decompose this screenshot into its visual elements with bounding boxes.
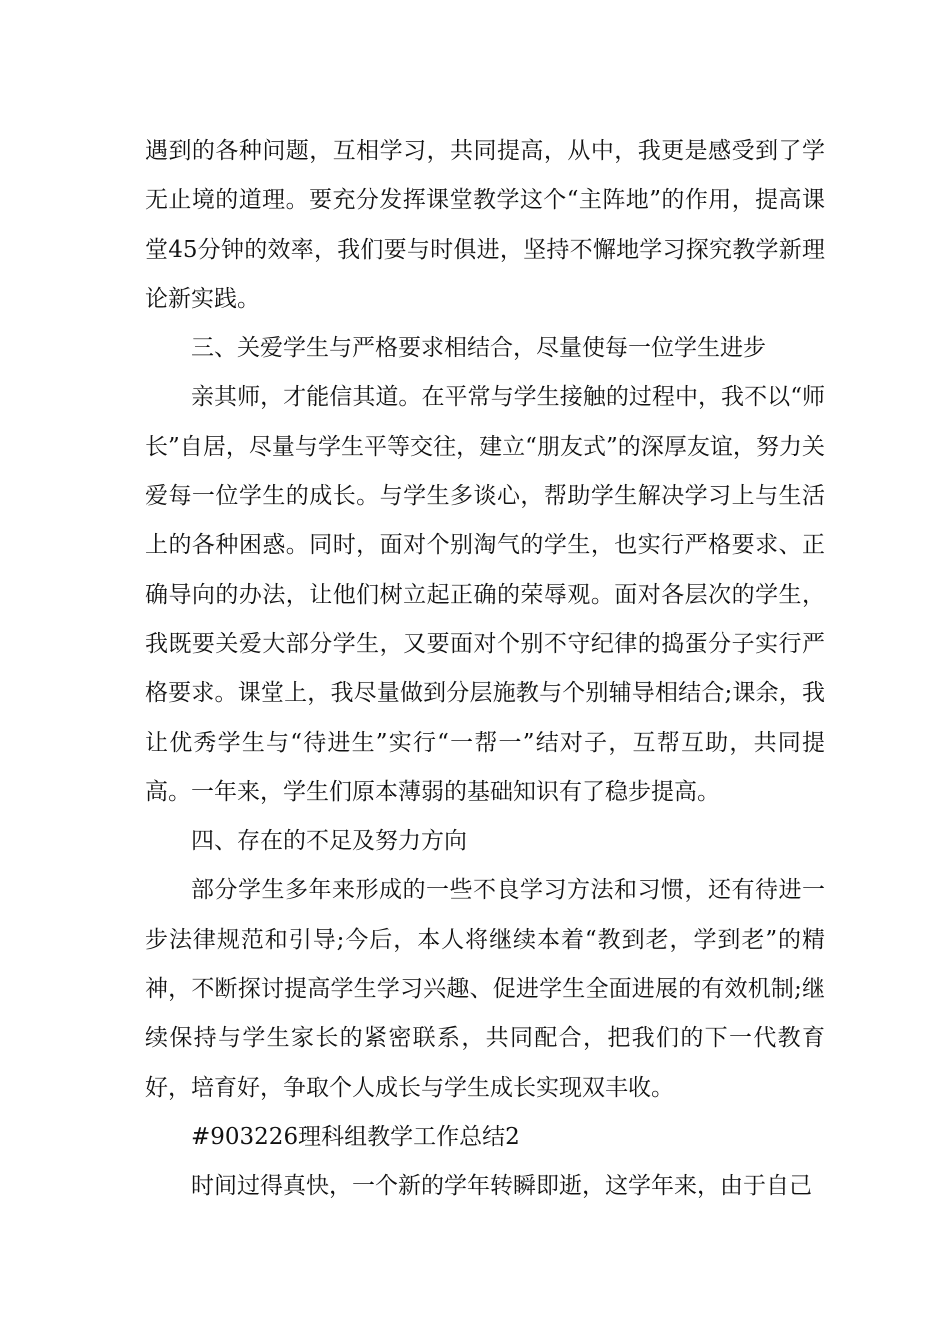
section-heading-3: 三、关爱学生与严格要求相结合，尽量使每一位学生进步 bbox=[191, 335, 766, 362]
document-title-2: #903226理科组教学工作总结2 bbox=[191, 1123, 520, 1150]
document-body bbox=[145, 127, 825, 1212]
section-heading-4: 四、存在的不足及努力方向 bbox=[191, 828, 467, 855]
paragraph-section-4: 部分学生多年来形成的一些不良学习方法和习惯，还有待进一步法律规范和引导;今后，本人将继续本着“教到老，学到老”的精神，不断探讨提高学生学习兴趣、促进学生全面进展的有效机制;继续保持与学生家长的紧密联系，共同配合，把我们的下一代教育好，培育好，争取个人成长与学生成长实现双丰收。 bbox=[145, 877, 825, 1101]
paragraph-intro-2: 时间过得真快，一个新的学年转瞬即逝，这学年来，由于自己 bbox=[191, 1173, 812, 1200]
paragraph-continuation: 遇到的各种问题，互相学习，共同提高，从中，我更是感受到了学无止境的道理。要充分发挥课堂教学这个“主阵地”的作用，提高课堂45分钟的效率，我们要与时俱进，坚持不懈地学习探究教学新理论新实践。 bbox=[145, 138, 825, 312]
paragraph-section-3: 亲其师，才能信其道。在平常与学生接触的过程中，我不以“师长”自居，尽量与学生平等交往，建立“朋友式”的深厚友谊，努力关爱每一位学生的成长。与学生多谈心，帮助学生解决学习上与生活上的各种困惑。同时，面对个别淘气的学生，也实行严格要求、正确导向的办法，让他们树立起正确的荣辱观。面对各层次的学生，我既要关爱大部分学生，又要面对个别不守纪律的捣蛋分子实行严格要求。课堂上，我尽量做到分层施教与个别辅导相结合;课余，我让优秀学生与“待进生”实行“一帮一”结对子，互帮互助，共同提高。一年来，学生们原本薄弱的基础知识有了稳步提高。 bbox=[145, 384, 825, 805]
